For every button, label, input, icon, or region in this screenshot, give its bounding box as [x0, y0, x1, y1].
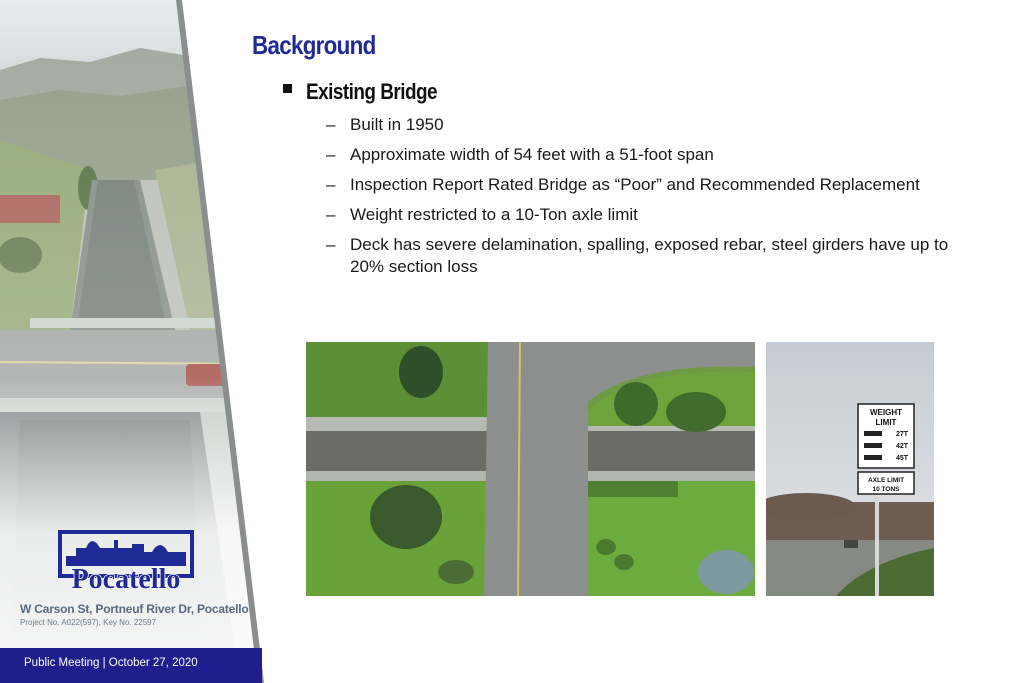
dash-marker: – — [326, 235, 336, 254]
bullet-text: Inspection Report Rated Bridge as “Poor” and Recommended Replacement — [350, 175, 920, 194]
project-numbers: Project No. A022(597), Key No. 22597 — [20, 618, 157, 627]
square-bullet-icon — [283, 84, 292, 93]
list-item — [326, 174, 986, 196]
bullet-list — [326, 114, 986, 286]
side-aerial-panel — [0, 0, 270, 683]
pocatello-logo — [56, 526, 196, 596]
dash-marker: – — [326, 175, 336, 194]
aerial-bridge-photo — [306, 342, 755, 596]
sign-value: 27T — [896, 431, 909, 438]
sign-value: 42T — [896, 443, 909, 450]
footer-meeting-date: Public Meeting | October 27, 2020 — [24, 657, 198, 669]
section-title: Existing Bridge — [306, 79, 438, 104]
sign-limit-line: LIMIT — [875, 418, 897, 427]
project-location-title: W Carson St, Portneuf River Dr, Pocatello — [20, 602, 249, 616]
list-item — [326, 114, 986, 136]
svg-text:Pocatello: Pocatello — [71, 564, 181, 595]
dash-marker: – — [326, 145, 336, 164]
list-item — [326, 144, 986, 166]
dash-marker: – — [326, 115, 336, 134]
bullet-text: Approximate width of 54 feet with a 51-foot span — [350, 145, 714, 164]
sign-value: 45T — [896, 455, 909, 462]
bullet-text: Built in 1950 — [350, 115, 444, 134]
slide-heading: Background — [252, 30, 376, 60]
list-item — [326, 204, 986, 226]
bullet-text: Weight restricted to a 10-Ton axle limit — [350, 205, 638, 224]
sign-axle-line: AXLE LIMIT — [867, 477, 905, 484]
list-item — [326, 234, 986, 278]
weight-limit-sign-photo — [766, 342, 934, 596]
sign-axle-tons: 10 TONS — [872, 486, 900, 493]
bullet-text: Deck has severe delamination, spalling, exposed rebar, steel girders have up to 20% section loss — [350, 235, 949, 276]
dash-marker: – — [326, 205, 336, 224]
sign-weight-line: WEIGHT — [870, 408, 902, 417]
